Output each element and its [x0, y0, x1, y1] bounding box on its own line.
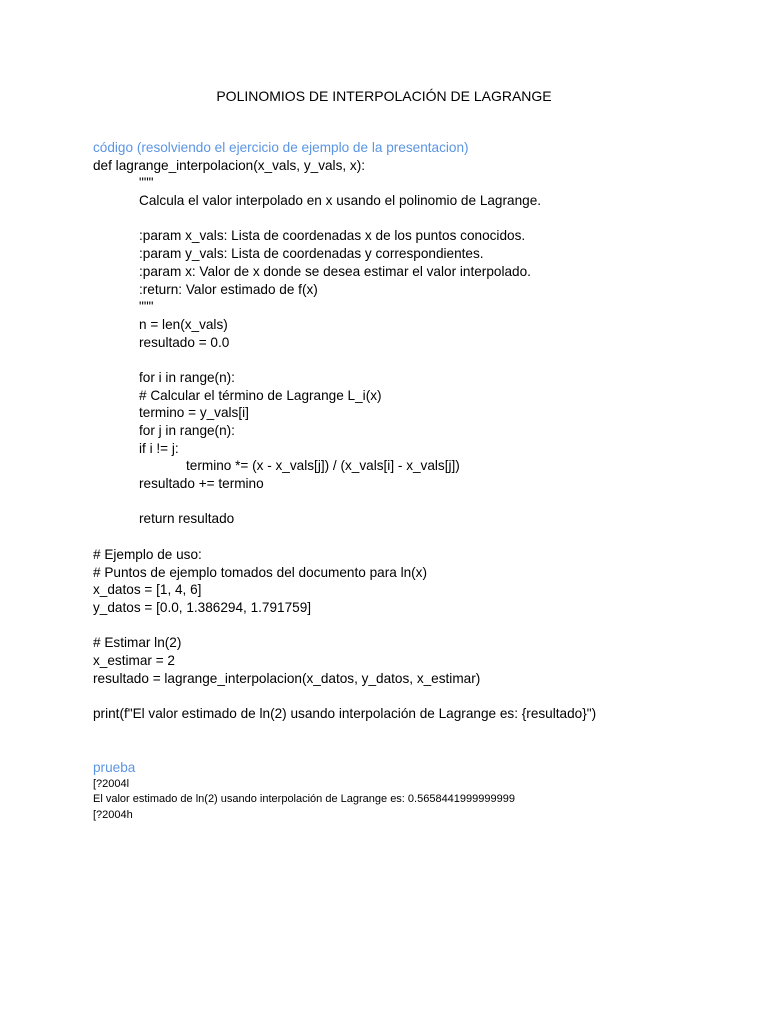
blank-line [93, 210, 753, 228]
code-line: for i in range(n): [139, 369, 235, 385]
test-section [93, 759, 753, 823]
blank-line [93, 493, 753, 511]
blank-line [93, 617, 753, 635]
code-line: # Estimar ln(2) [93, 635, 182, 651]
code-line: :param x: Valor de x donde se desea estimar el valor interpolado. [139, 263, 531, 279]
output-line: [?2004h [93, 808, 133, 821]
blank-line [93, 528, 753, 546]
code-line: resultado = lagrange_interpolacion(x_datos, y_datos, x_estimar) [93, 670, 481, 686]
code-line: resultado += termino [139, 476, 264, 492]
code-line: for j in range(n): [139, 423, 235, 438]
document-title: POLINOMIOS DE INTERPOLACIÓN DE LAGRANGE [216, 88, 552, 104]
blank-line [93, 687, 753, 705]
code-line: return resultado [139, 511, 235, 527]
blank-line [93, 351, 753, 369]
code-section [93, 139, 753, 723]
output-line: [?2004l [93, 777, 130, 790]
code-line: :param y_vals: Lista de coordenadas y correspondientes. [139, 246, 484, 262]
code-heading: código (resolviendo el ejercicio de ejemplo de la presentacion) [93, 140, 469, 155]
code-line: if i != j: [139, 440, 179, 456]
code-line: def lagrange_interpolacion(x_vals, y_vals, x): [93, 157, 366, 173]
output-line: El valor estimado de ln(2) usando interpolación de Lagrange es: 0.5658441999999999 [93, 793, 515, 806]
code-line: :return: Valor estimado de f(x) [139, 281, 318, 297]
code-line: # Puntos de ejemplo tomados del documento para ln(x) [93, 564, 427, 580]
code-line: Calcula el valor interpolado en x usando el polinomio de Lagrange. [139, 193, 542, 209]
code-line: # Ejemplo de uso: [93, 546, 202, 562]
code-line: print(f"El valor estimado de ln(2) usando interpolación de Lagrange es: {resultado}") [93, 706, 597, 721]
code-line: n = len(x_vals) [139, 316, 228, 332]
code-line: """ [139, 299, 154, 315]
code-line: """ [139, 175, 154, 191]
code-line: resultado = 0.0 [139, 334, 230, 350]
code-line: y_datos = [0.0, 1.386294, 1.791759] [93, 599, 312, 615]
code-line: # Calcular el término de Lagrange L_i(x) [139, 387, 382, 403]
test-heading: prueba [93, 760, 136, 775]
code-line: x_estimar = 2 [93, 652, 175, 668]
code-line: :param x_vals: Lista de coordenadas x de los puntos conocidos. [139, 228, 526, 244]
code-line: termino *= (x - x_vals[j]) / (x_vals[i] - x_vals[j]) [186, 458, 460, 474]
code-line: x_datos = [1, 4, 6] [93, 582, 202, 598]
code-line: termino = y_vals[i] [139, 405, 249, 421]
